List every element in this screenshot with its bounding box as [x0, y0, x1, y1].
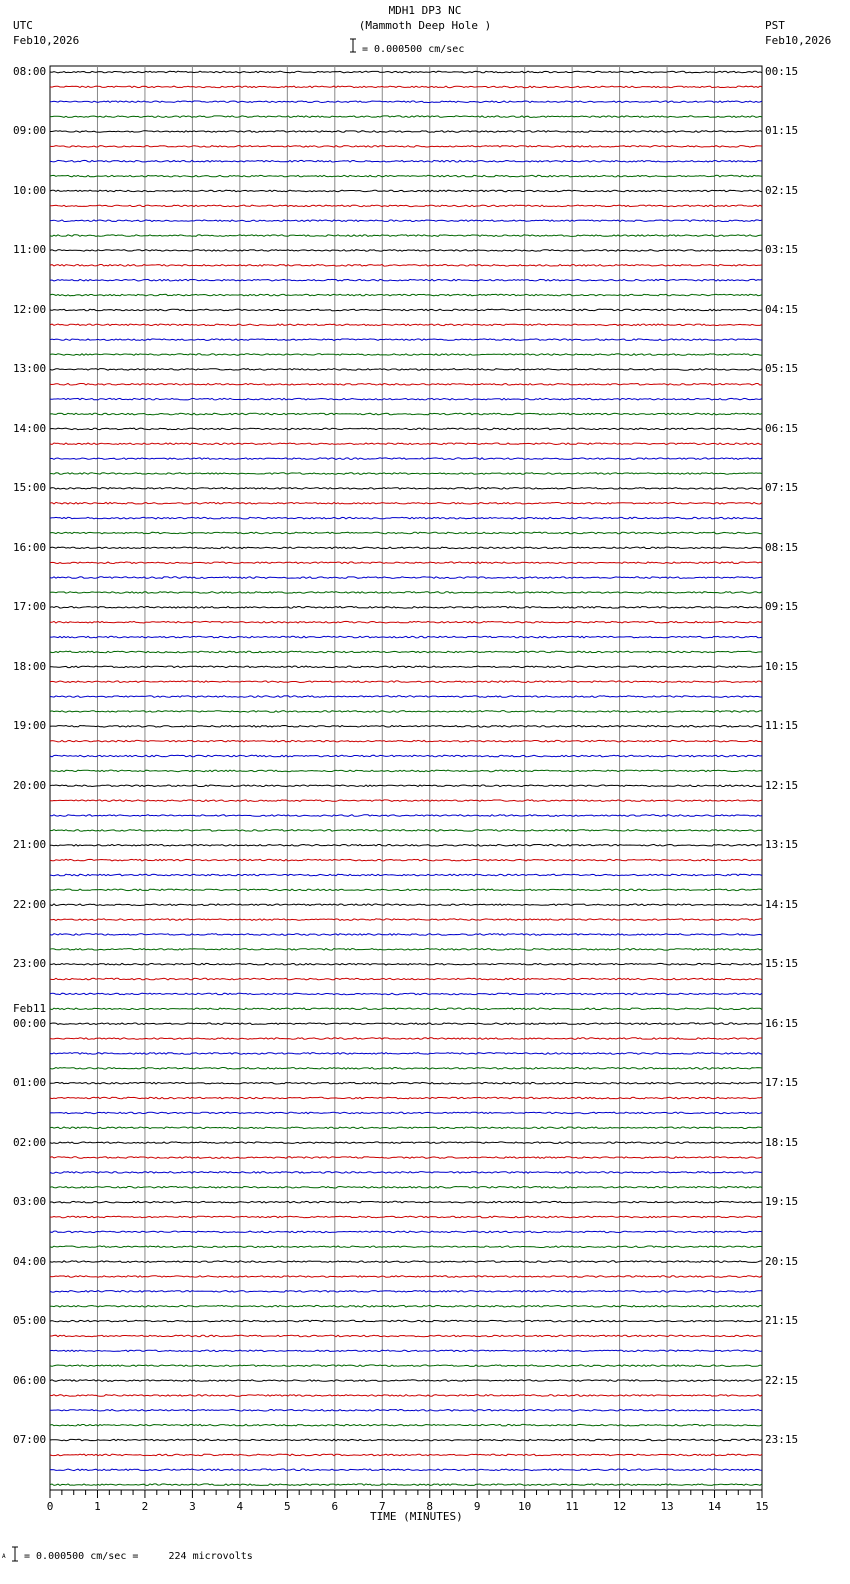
trace-67: [50, 1053, 762, 1055]
x-tick-label: 15: [755, 1500, 769, 1513]
trace-55: [50, 874, 762, 876]
trace-36: [50, 592, 762, 594]
trace-28: [50, 473, 762, 475]
trace-74: [50, 1157, 762, 1159]
footer-marker: A: [2, 1553, 6, 1560]
trace-73: [50, 1142, 762, 1144]
trace-50: [50, 800, 762, 802]
pst-hour-label: 01:15: [765, 124, 799, 138]
trace-86: [50, 1335, 762, 1337]
pst-hour-label: 23:15: [765, 1433, 799, 1447]
trace-37: [50, 607, 762, 609]
utc-hour-label: 16:00: [13, 540, 47, 554]
trace-81: [50, 1261, 762, 1263]
trace-3: [50, 101, 762, 103]
trace-72: [50, 1127, 762, 1129]
trace-77: [50, 1201, 762, 1203]
trace-84: [50, 1305, 762, 1307]
utc-hour-label: 20:00: [13, 778, 47, 792]
x-tick-label: 4: [236, 1500, 244, 1513]
trace-60: [50, 949, 762, 951]
trace-95: [50, 1469, 762, 1471]
x-tick-label: 1: [94, 1500, 101, 1513]
x-axis-label: TIME (MINUTES): [370, 1510, 463, 1523]
right-date: Feb10,2026: [765, 34, 832, 47]
trace-61: [50, 963, 762, 965]
trace-16: [50, 294, 762, 296]
trace-53: [50, 844, 762, 846]
trace-20: [50, 354, 762, 356]
trace-33: [50, 547, 762, 549]
x-tick-label: 6: [331, 1500, 339, 1513]
trace-1: [50, 71, 762, 73]
trace-91: [50, 1410, 762, 1412]
x-tick-label: 13: [660, 1500, 674, 1513]
trace-32: [50, 532, 762, 534]
x-tick-label: 8: [426, 1500, 434, 1513]
trace-18: [50, 324, 762, 326]
pst-hour-label: 04:15: [765, 302, 799, 316]
x-tick-label: 3: [189, 1500, 196, 1513]
trace-51: [50, 815, 762, 817]
trace-39: [50, 636, 762, 638]
x-tick-label: 0: [46, 1500, 54, 1513]
utc-hour-label: 14:00: [13, 421, 47, 435]
utc-hour-label: 15:00: [13, 481, 47, 495]
trace-25: [50, 428, 762, 430]
utc-hour-label: 08:00: [13, 65, 47, 78]
pst-hour-label: 22:15: [765, 1373, 799, 1387]
trace-59: [50, 934, 762, 936]
footer-scale-bar-icon: [10, 1545, 20, 1563]
trace-9: [50, 190, 762, 192]
trace-44: [50, 711, 762, 713]
trace-24: [50, 413, 762, 415]
trace-82: [50, 1276, 762, 1278]
trace-57: [50, 904, 762, 906]
pst-hour-label: 15:15: [765, 957, 799, 971]
utc-hour-label: 00:00: [13, 1016, 47, 1030]
trace-65: [50, 1023, 762, 1025]
trace-6: [50, 146, 762, 148]
utc-hour-label: 10:00: [13, 183, 47, 197]
station-location: (Mammoth Deep Hole ): [358, 19, 492, 32]
utc-hour-label: 02:00: [13, 1135, 47, 1149]
trace-96: [50, 1484, 762, 1486]
trace-27: [50, 458, 762, 460]
trace-26: [50, 443, 762, 445]
trace-68: [50, 1068, 762, 1070]
utc-hour-label: 22:00: [13, 897, 47, 911]
x-tick-label: 9: [473, 1500, 481, 1513]
trace-12: [50, 235, 762, 237]
trace-87: [50, 1350, 762, 1352]
trace-52: [50, 830, 762, 832]
trace-43: [50, 696, 762, 698]
trace-71: [50, 1112, 762, 1114]
trace-22: [50, 384, 762, 386]
pst-hour-label: 05:15: [765, 362, 799, 376]
pst-hour-label: 06:15: [765, 421, 799, 435]
trace-21: [50, 369, 762, 371]
pst-hour-label: 14:15: [765, 897, 799, 911]
date-change-label: Feb11: [13, 1002, 47, 1015]
trace-78: [50, 1216, 762, 1218]
trace-13: [50, 250, 762, 252]
trace-90: [50, 1395, 762, 1397]
trace-63: [50, 993, 762, 995]
pst-hour-label: 12:15: [765, 778, 799, 792]
trace-94: [50, 1454, 762, 1456]
pst-hour-label: 02:15: [765, 183, 799, 197]
trace-31: [50, 517, 762, 519]
utc-hour-label: 18:00: [13, 659, 47, 673]
pst-hour-label: 08:15: [765, 540, 799, 554]
trace-38: [50, 621, 762, 623]
trace-88: [50, 1365, 762, 1367]
trace-89: [50, 1380, 762, 1382]
x-tick-label: 10: [518, 1500, 532, 1513]
trace-64: [50, 1008, 762, 1010]
utc-hour-label: 06:00: [13, 1373, 47, 1387]
pst-hour-label: 00:15: [765, 65, 799, 78]
pst-hour-label: 17:15: [765, 1076, 799, 1090]
trace-34: [50, 562, 762, 564]
utc-hour-label: 05:00: [13, 1314, 47, 1328]
x-tick-label: 2: [141, 1500, 149, 1513]
trace-7: [50, 160, 762, 162]
trace-69: [50, 1082, 762, 1084]
utc-hour-label: 01:00: [13, 1076, 47, 1090]
pst-hour-label: 13:15: [765, 838, 799, 852]
trace-92: [50, 1424, 762, 1426]
pst-hour-label: 11:15: [765, 719, 799, 733]
x-tick-label: 11: [565, 1500, 579, 1513]
trace-46: [50, 740, 762, 742]
left-date: Feb10,2026: [13, 34, 80, 47]
trace-23: [50, 398, 762, 400]
trace-48: [50, 770, 762, 772]
trace-93: [50, 1439, 762, 1441]
x-tick-label: 14: [707, 1500, 722, 1513]
pst-hour-label: 07:15: [765, 481, 799, 495]
trace-8: [50, 175, 762, 177]
pst-hour-label: 20:15: [765, 1254, 799, 1268]
pst-hour-label: 19:15: [765, 1195, 799, 1209]
trace-45: [50, 726, 762, 728]
trace-76: [50, 1187, 762, 1189]
trace-30: [50, 502, 762, 504]
pst-hour-label: 10:15: [765, 659, 799, 673]
trace-80: [50, 1246, 762, 1248]
left-timezone: UTC: [13, 19, 33, 32]
utc-hour-label: 09:00: [13, 124, 47, 138]
trace-75: [50, 1172, 762, 1174]
x-tick-label: 12: [612, 1500, 627, 1513]
trace-40: [50, 651, 762, 653]
trace-85: [50, 1320, 762, 1322]
trace-14: [50, 265, 762, 267]
pst-hour-label: 09:15: [765, 600, 799, 614]
trace-56: [50, 889, 762, 891]
trace-47: [50, 755, 762, 757]
trace-41: [50, 666, 762, 668]
utc-hour-label: 17:00: [13, 600, 47, 614]
trace-49: [50, 785, 762, 787]
trace-62: [50, 978, 762, 980]
trace-4: [50, 116, 762, 118]
header-scale-text: = 0.000500 cm/sec: [362, 44, 465, 55]
x-tick-label: 7: [378, 1500, 386, 1513]
trace-19: [50, 339, 762, 341]
trace-5: [50, 131, 762, 133]
trace-17: [50, 309, 762, 311]
utc-hour-label: 23:00: [13, 957, 47, 971]
pst-hour-label: 03:15: [765, 243, 799, 257]
pst-hour-label: 21:15: [765, 1314, 799, 1328]
trace-15: [50, 279, 762, 281]
trace-10: [50, 205, 762, 207]
trace-54: [50, 859, 762, 861]
x-tick-label: 5: [284, 1500, 291, 1513]
trace-2: [50, 86, 762, 88]
footer-scale-text: = 0.000500 cm/sec = 224 microvolts: [24, 1551, 253, 1562]
station-title: MDH1 DP3 NC: [388, 4, 462, 17]
trace-66: [50, 1038, 762, 1040]
trace-29: [50, 488, 762, 490]
trace-42: [50, 681, 762, 683]
utc-hour-label: 19:00: [13, 719, 47, 733]
utc-hour-label: 12:00: [13, 302, 47, 316]
trace-70: [50, 1097, 762, 1099]
trace-58: [50, 919, 762, 921]
utc-hour-label: 11:00: [13, 243, 47, 257]
right-timezone: PST: [765, 19, 785, 32]
utc-hour-label: 21:00: [13, 838, 47, 852]
trace-83: [50, 1291, 762, 1293]
trace-11: [50, 220, 762, 222]
utc-hour-label: 13:00: [13, 362, 47, 376]
trace-35: [50, 577, 762, 579]
footer-scale: [2, 1545, 302, 1563]
utc-hour-label: 03:00: [13, 1195, 47, 1209]
utc-hour-label: 04:00: [13, 1254, 47, 1268]
pst-hour-label: 18:15: [765, 1135, 799, 1149]
trace-79: [50, 1231, 762, 1233]
utc-hour-label: 07:00: [13, 1433, 47, 1447]
pst-hour-label: 16:15: [765, 1016, 799, 1030]
